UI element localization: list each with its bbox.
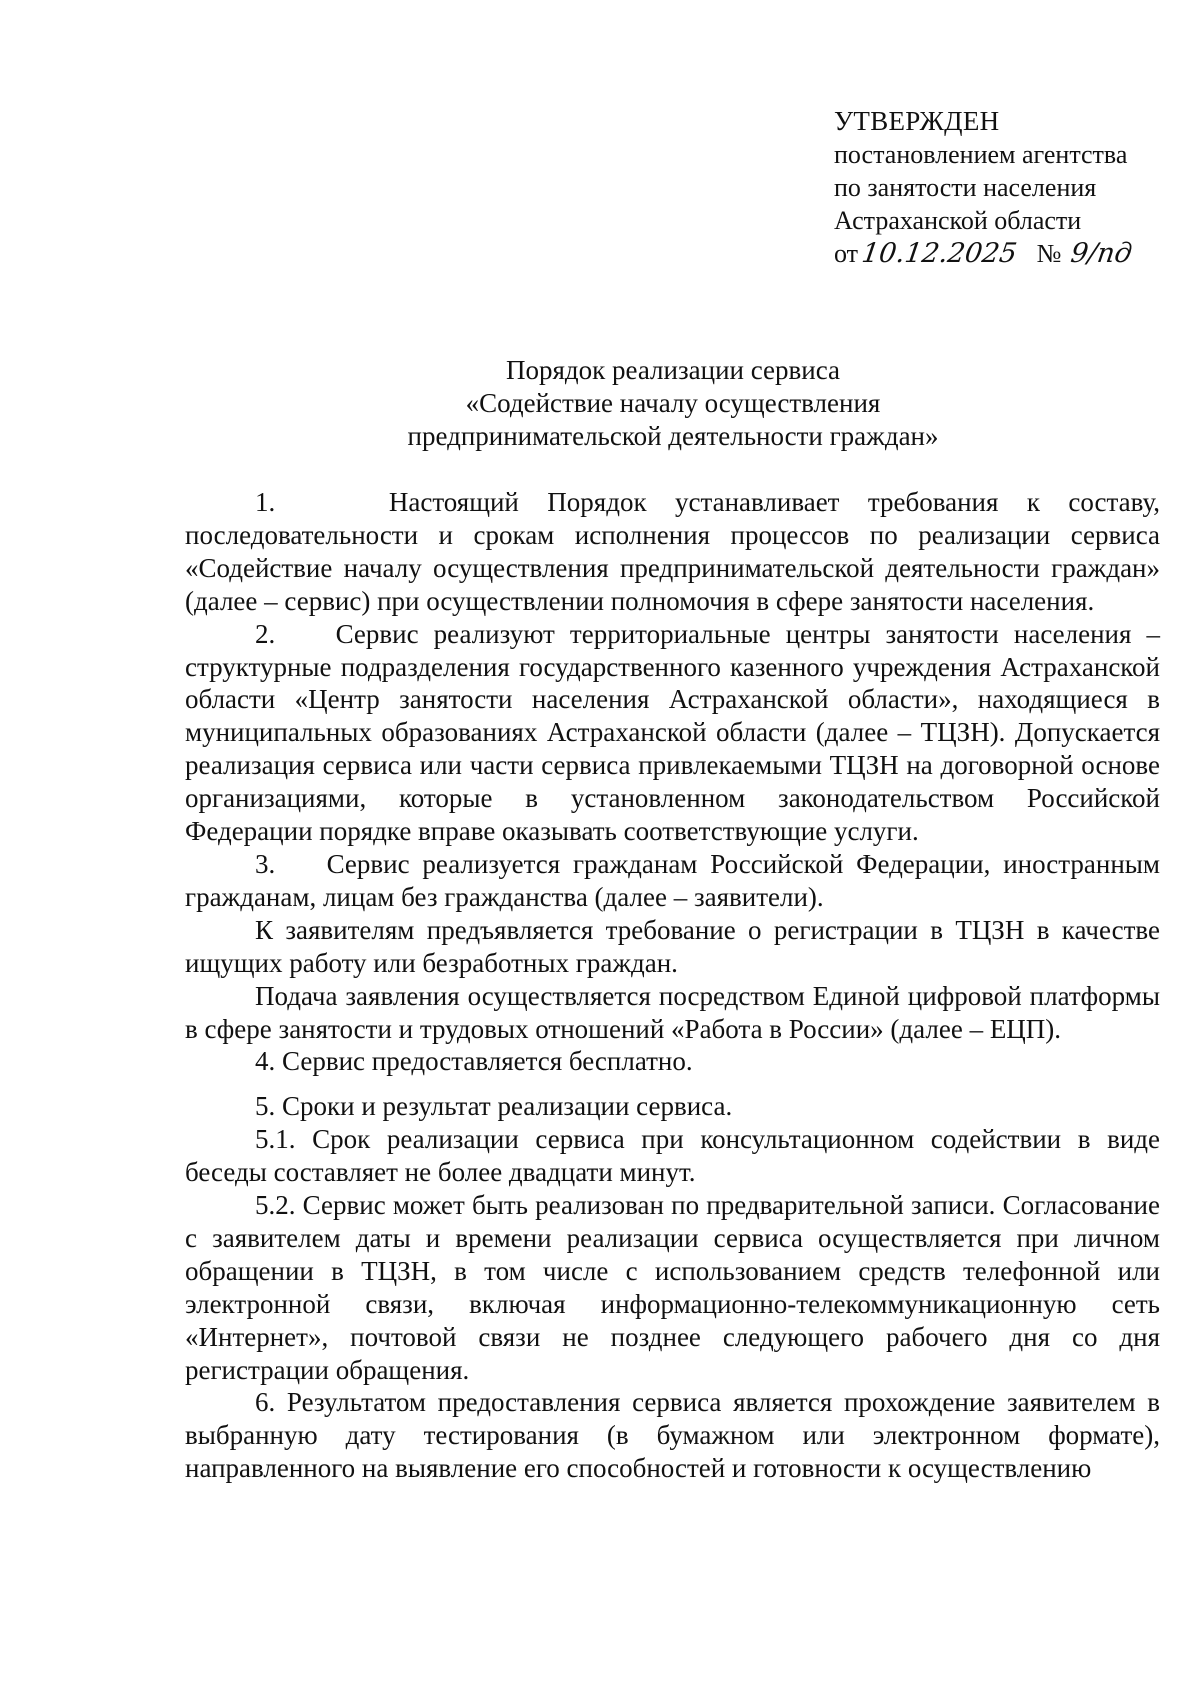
document-body	[185, 486, 1160, 1485]
title-line: «Содействие началу осуществления	[465, 388, 881, 418]
paragraph: Подача заявления осуществляется посредством Единой цифровой платформы в сфере занятости и трудовых отношений «Работа в России» (далее – ЕЦП).	[185, 980, 1160, 1044]
approval-line: постановлением агентства	[834, 140, 1128, 169]
paragraph: 5.2. Сервис может быть реализован по предварительной записи. Согласование с заявителем даты и времени реализации сервиса осуществляется при личном обращении в ТЦЗН, в том числе с использованием средств телефонной или электронной связи, включая информационно-телекоммуникационную сеть «Интернет», почтовой связи не позднее следующего рабочего дня со дня регистрации обращения.	[185, 1190, 1160, 1385]
handwritten-number: 9/пд	[1069, 238, 1135, 269]
paragraph: 1. Настоящий Порядок устанавливает требования к составу, последовательности и срокам исполнения процессов по реализации сервиса «Содействие началу осуществления предпринимательской деятельности граждан» (далее – сервис) при осуществлении полномочия в сфере занятости населения.	[185, 487, 1160, 616]
approval-block	[834, 104, 1174, 270]
approval-line: по занятости населения	[834, 173, 1097, 202]
paragraph: 4. Сервис предоставляется бесплатно.	[255, 1046, 693, 1077]
approval-date-line	[834, 237, 1174, 270]
title-line: Порядок реализации сервиса	[505, 355, 841, 385]
paragraph: 5.1. Срок реализации сервиса при консультационном содействии в виде беседы составляет не более двадцати минут.	[185, 1124, 1160, 1188]
approval-line: Астраханской области	[834, 206, 1082, 235]
number-sign: №	[1036, 239, 1062, 268]
paragraph: 5. Сроки и результат реализации сервиса.	[255, 1091, 733, 1122]
title-line: предпринимательской деятельности граждан»	[407, 421, 939, 451]
paragraph: 6. Результатом предоставления сервиса является прохождение заявителем в выбранную дату тестирования (в бумажном или электронном формате), направленного на выявление его способностей и готовности к осуществлению	[185, 1387, 1160, 1484]
handwritten-date: 10.12.2025	[859, 238, 1019, 269]
paragraph: 2. Сервис реализуют территориальные центры занятости населения – структурные подразделения государственного казенного учреждения Астраханской области «Центр занятости населения Астраханской области», находящиеся в муниципальных образованиях Астраханской области (далее – ТЦЗН). Допускается реализация сервиса или части сервиса привлекаемыми ТЦЗН на договорной основе организациями, которые в установленном законодательством Российской Федерации порядке вправе оказывать соответствующие услуги.	[185, 618, 1160, 847]
paragraph: 3. Сервис реализуется гражданам Российской Федерации, иностранным гражданам, лицам без гражданства (далее – заявители).	[185, 848, 1160, 912]
document-title	[0, 354, 1200, 453]
paragraph: К заявителям предъявляется требование о регистрации в ТЦЗН в качестве ищущих работу или безработных граждан.	[185, 914, 1160, 978]
approval-header: УТВЕРЖДЕН	[834, 106, 1000, 136]
date-prefix: от	[834, 239, 859, 268]
